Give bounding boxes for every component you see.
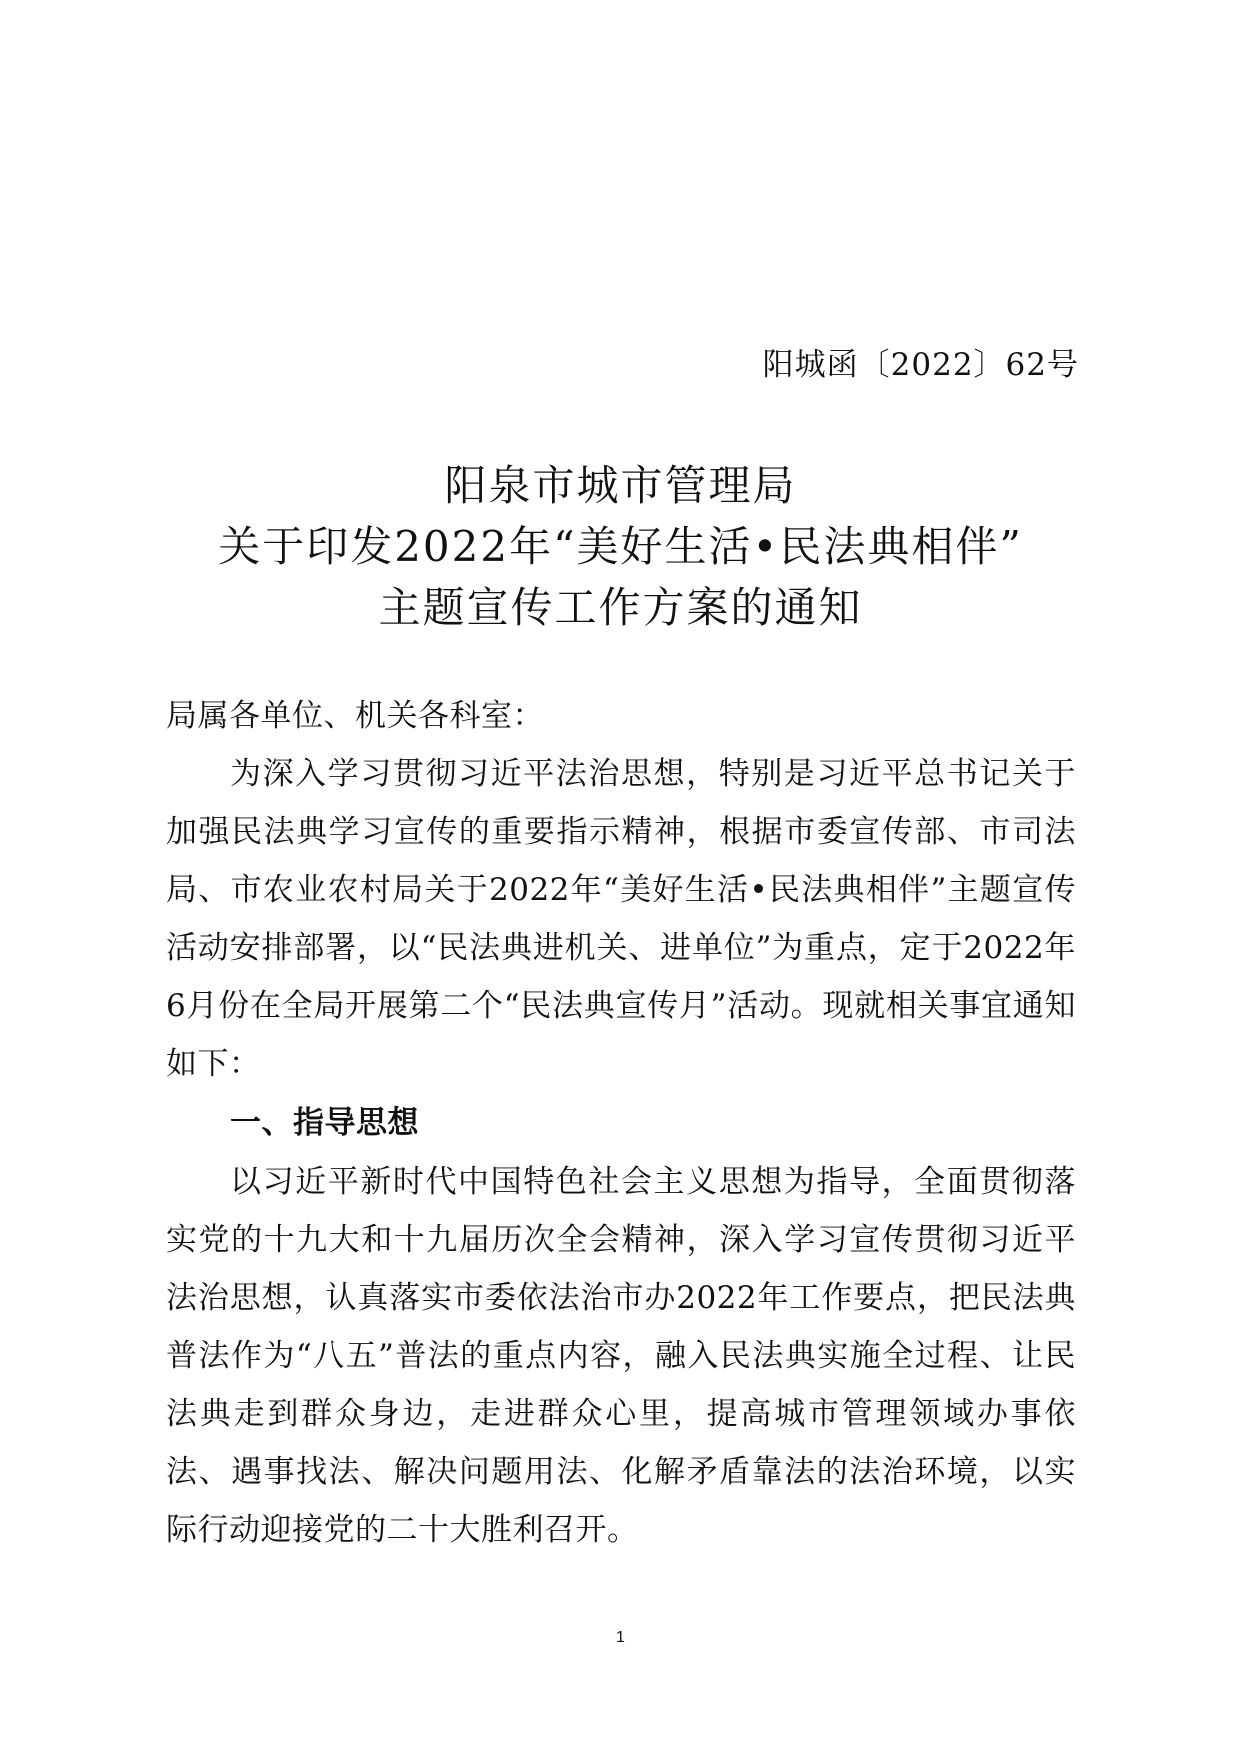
title-line-issuer: 阳泉市城市管理局 [444, 461, 797, 510]
section-heading-guiding-ideology: 一、指导思想 [230, 1105, 419, 1141]
salutation: 局属各单位、机关各科室： [166, 698, 544, 734]
title-line-topic: 主题宣传工作方案的通知 [378, 583, 863, 632]
document-title [0, 455, 1241, 638]
intro-paragraph: 为深入学习贯彻习近平法治思想，特别是习近平总书记关于加强民法典学习宣传的重要指示精神，根据市委宣传部、市司法局、市农业农村局关于2022年“美好生活•民法典相伴”主题宣传活动安排部署，以“民法典进机关、进单位”为重点，定于2022年6月份在全局开展第二个“民法典宣传月”活动。现就相关事宜通知如下： [166, 756, 1076, 1082]
document-number: 阳城函〔2022〕62号 [762, 347, 1079, 383]
document-body [166, 687, 1076, 1559]
section-paragraph-guiding-ideology: 以习近平新时代中国特色社会主义思想为指导，全面贯彻落实党的十九大和十九届历次全会精神，深入学习宣传贯彻习近平法治思想，认真落实市委依法治市办2022年工作要点，把民法典普法作为“八五”普法的重点内容，融入民法典实施全过程、让民法典走到群众身边，走进群众心里，提高城市管理领域办事依法、遇事找法、解决问题用法、化解矛盾靠法的法治环境，以实际行动迎接党的二十大胜利召开。 [166, 1164, 1076, 1548]
page-number: 1 [616, 1629, 625, 1646]
title-line-subject: 关于印发2022年“美好生活•民法典相伴” [218, 522, 1023, 571]
